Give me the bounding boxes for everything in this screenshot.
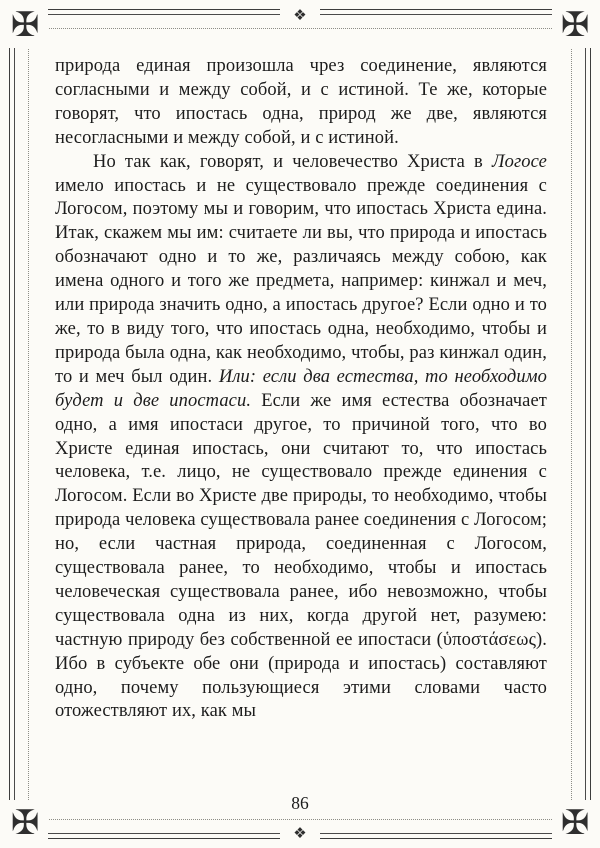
text-run: Если же имя естества обозначает одно, а имя ипостаси другое, то причиной того, что во Христе единая ипостась, они считают то, что ипостась человека, т.е. лицо, не существовало прежде единения с Логосом. Если во Христе две природы, то необходимо, чтобы природа человека существовала ранее соединения с Логосом; но, если частная природа, соединенная с Логосом, существовала ранее, то необходимо, чтобы и ипостась человеческая существовала ранее, ибо невозможно, чтобы существовала одна из них, когда другой нет, разумею: частную природу без собственной ее ипостаси (ὑποστάσεως). Ибо в субъекте обе они (природа и ипостась) составляют одно, почему пользующиеся этими словами часто отожествляют их, как мы: [55, 390, 547, 722]
corner-ornament-icon: ✠: [2, 2, 48, 48]
edge-ornament-icon: ❖: [280, 822, 320, 844]
page-text: [55, 55, 547, 724]
corner-ornament-icon: ✠: [552, 2, 598, 48]
text-run: имело ипостась и не существовало прежде соединения с Логосом, поэтому мы и говорим, что ипостась Христа едина. Итак, скажем мы им: считаете ли вы, что природа и ипостась обозначают одно и то же, различаясь между собою, как имена одного и того же предмета, например: кинжал и меч, или природа значить одно, а ипостась другое? Если одно и то же, то в виду того, что ипостась одна, необходимо, чтобы и природа была одна, как необходимо, чтобы, раз кинжал один, то и меч был один.: [55, 175, 547, 387]
paragraph: [55, 55, 547, 151]
corner-ornament-icon: ✠: [2, 800, 48, 846]
italic-text-run: Логосе: [491, 151, 547, 172]
edge-ornament-icon: ❖: [280, 4, 320, 26]
text-run: Но так как, говорят, и человечество Христа в: [93, 151, 492, 172]
paragraph: [55, 151, 547, 725]
corner-ornament-icon: ✠: [552, 800, 598, 846]
text-run: природа единая произошла чрез соединение, являются согласными и между собой, и с истиной. Те же, которые говорят, что ипостась одна, природ же две, являются несогласными и между собой, и с истиной.: [55, 56, 547, 148]
italic-text-run: Или: если два естества, то необходимо будет и две ипостаси.: [55, 366, 547, 411]
page-number: 86: [291, 793, 309, 813]
